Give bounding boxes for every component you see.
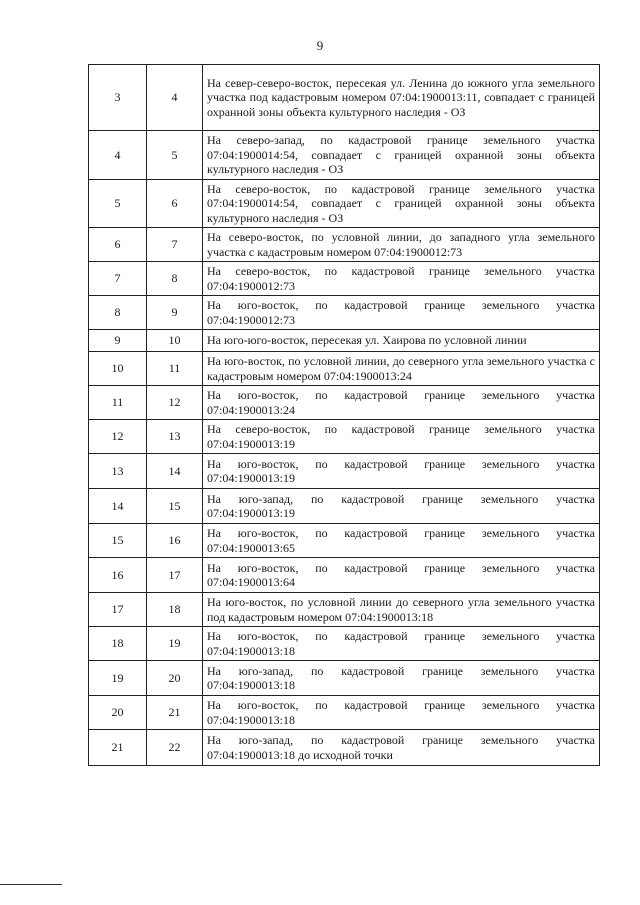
point-from-cell: 9	[89, 330, 147, 352]
boundary-description-cell: На юго-восток, по кадастровой границе земельного участка 07:04:1900013:64	[203, 558, 600, 593]
boundary-description-cell: На юго-восток, по кадастровой границе земельного участка 07:04:1900013:18	[203, 696, 600, 730]
table-row	[89, 179, 600, 228]
point-to-cell: 15	[147, 489, 203, 524]
point-from-cell: 3	[89, 65, 147, 131]
boundary-description-cell: На северо-восток, по кадастровой границе земельного участка 07:04:1900013:19	[203, 420, 600, 454]
point-from-cell: 12	[89, 420, 147, 454]
table-row	[89, 730, 600, 766]
boundary-description-cell: На юго-восток, по кадастровой границе земельного участка 07:04:1900013:19	[203, 454, 600, 489]
boundary-description-cell: На северо-восток, по условной линии, до западного угла земельного участка с кадастровым номером 07:04:1900012:73	[203, 228, 600, 262]
boundary-description-cell: На юго-запад, по кадастровой границе земельного участка 07:04:1900013:19	[203, 489, 600, 524]
point-to-cell: 5	[147, 131, 203, 180]
table-row	[89, 228, 600, 262]
point-to-cell: 8	[147, 262, 203, 296]
point-from-cell: 6	[89, 228, 147, 262]
table-row	[89, 489, 600, 524]
point-to-cell: 7	[147, 228, 203, 262]
boundary-description-cell: На северо-восток, по кадастровой границе земельного участка 07:04:1900014:54, совпадает с границей охранной зоны объекта культурного наследия - ОЗ	[203, 179, 600, 228]
table-row	[89, 352, 600, 386]
point-to-cell: 16	[147, 524, 203, 558]
table-row	[89, 296, 600, 330]
table-row	[89, 558, 600, 593]
table-row	[89, 131, 600, 180]
page-number: 9	[316, 38, 324, 53]
point-from-cell: 13	[89, 454, 147, 489]
point-to-cell: 6	[147, 179, 203, 228]
table-row	[89, 262, 600, 296]
boundary-description-cell: На юго-запад, по кадастровой границе земельного участка 07:04:1900013:18	[203, 661, 600, 696]
point-from-cell: 10	[89, 352, 147, 386]
boundary-description-cell: На юго-запад, по кадастровой границе земельного участка 07:04:1900013:18 до исходной точки	[203, 730, 600, 766]
point-to-cell: 14	[147, 454, 203, 489]
table-row	[89, 696, 600, 730]
footer-rule	[0, 884, 62, 885]
boundary-description-cell: На юго-восток, по кадастровой границе земельного участка 07:04:1900012:73	[203, 296, 600, 330]
point-to-cell: 4	[147, 65, 203, 131]
point-from-cell: 11	[89, 386, 147, 420]
boundary-description-cell: На северо-восток, по кадастровой границе земельного участка 07:04:1900012:73	[203, 262, 600, 296]
boundary-description-cell: На юго-восток, по кадастровой границе земельного участка 07:04:1900013:65	[203, 524, 600, 558]
point-from-cell: 8	[89, 296, 147, 330]
point-from-cell: 19	[89, 661, 147, 696]
boundary-description-cell: На юго-восток, по условной линии до северного угла земельного участка под кадастровым номером 07:04:1900013:18	[203, 593, 600, 627]
table-row	[89, 454, 600, 489]
point-to-cell: 19	[147, 627, 203, 661]
point-from-cell: 18	[89, 627, 147, 661]
point-to-cell: 10	[147, 330, 203, 352]
point-to-cell: 9	[147, 296, 203, 330]
boundary-description-table	[88, 64, 600, 766]
boundary-description-cell: На юго-восток, по кадастровой границе земельного участка 07:04:1900013:18	[203, 627, 600, 661]
table-row	[89, 627, 600, 661]
boundary-description-cell: На юго-восток, по кадастровой границе земельного участка 07:04:1900013:24	[203, 386, 600, 420]
table-row	[89, 593, 600, 627]
point-from-cell: 20	[89, 696, 147, 730]
table-row	[89, 330, 600, 352]
table-row	[89, 661, 600, 696]
point-to-cell: 20	[147, 661, 203, 696]
point-from-cell: 17	[89, 593, 147, 627]
table-row	[89, 386, 600, 420]
point-to-cell: 11	[147, 352, 203, 386]
table-row	[89, 65, 600, 131]
point-to-cell: 13	[147, 420, 203, 454]
boundary-description-cell: На север-северо-восток, пересекая ул. Ленина до южного угла земельного участка под кадастровым номером 07:04:1900013:11, совпадает с границей охранной зоны объекта культурного наследия - ОЗ	[203, 65, 600, 131]
table-body	[89, 65, 600, 766]
point-from-cell: 7	[89, 262, 147, 296]
boundary-description-cell: На юго-восток, по условной линии, до северного угла земельного участка с кадастровым номером 07:04:1900013:24	[203, 352, 600, 386]
point-from-cell: 5	[89, 179, 147, 228]
point-to-cell: 18	[147, 593, 203, 627]
table-row	[89, 524, 600, 558]
point-from-cell: 16	[89, 558, 147, 593]
point-from-cell: 15	[89, 524, 147, 558]
point-to-cell: 22	[147, 730, 203, 766]
point-to-cell: 21	[147, 696, 203, 730]
point-to-cell: 17	[147, 558, 203, 593]
point-to-cell: 12	[147, 386, 203, 420]
boundary-description-cell: На юго-юго-восток, пересекая ул. Хаирова по условной линии	[203, 330, 600, 352]
point-from-cell: 21	[89, 730, 147, 766]
point-from-cell: 4	[89, 131, 147, 180]
point-from-cell: 14	[89, 489, 147, 524]
table-row	[89, 420, 600, 454]
boundary-description-cell: На северо-запад, по кадастровой границе земельного участка 07:04:1900014:54, совпадает с границей охранной зоны объекта культурного наследия - ОЗ	[203, 131, 600, 180]
